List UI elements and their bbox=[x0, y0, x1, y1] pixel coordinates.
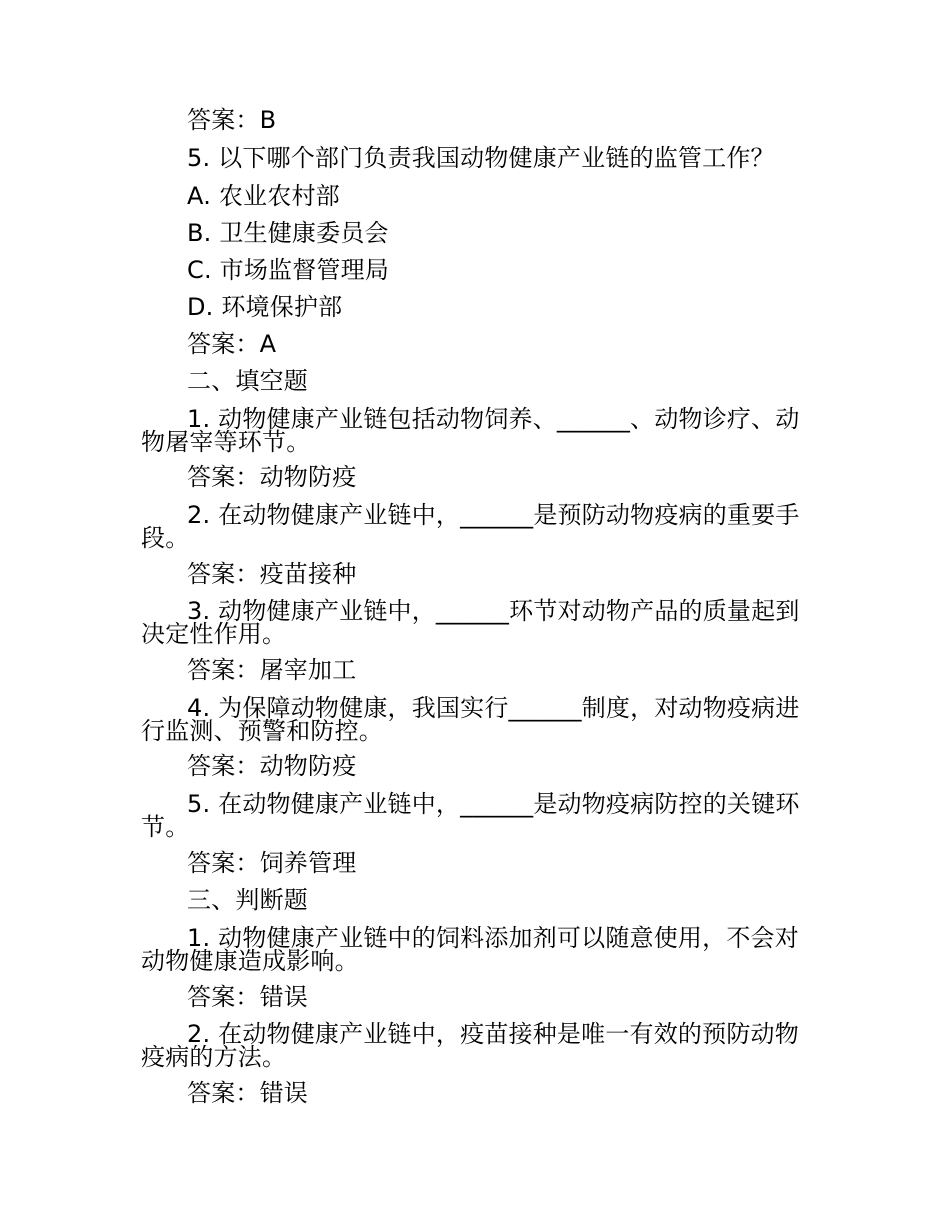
question-line: 1. 动物健康产业链中的饲料添加剂可以随意使用，不会对 bbox=[187, 924, 799, 952]
section-heading: 三、判断题 bbox=[187, 886, 308, 914]
question-line: 5. 以下哪个部门负责我国动物健康产业链的监管工作？ bbox=[187, 144, 775, 172]
question-line-continued: 疫病的方法。 bbox=[141, 1043, 287, 1071]
answer-line: 答案：饲养管理 bbox=[187, 849, 357, 877]
question-line: 2. 在动物健康产业链中，疫苗接种是唯一有效的预防动物 bbox=[187, 1020, 799, 1048]
question-line-continued: 节。 bbox=[141, 813, 190, 841]
question-line: 3. 动物健康产业链中，______环节对动物产品的质量起到 bbox=[187, 597, 800, 625]
answer-line: 答案：B bbox=[187, 106, 277, 134]
question-line: 1. 动物健康产业链包括动物饲养、______、动物诊疗、动 bbox=[187, 405, 800, 433]
section-heading: 二、填空题 bbox=[187, 367, 308, 395]
option-line: A. 农业农村部 bbox=[187, 182, 340, 210]
answer-line: 答案：错误 bbox=[187, 983, 308, 1011]
answer-line: 答案：屠宰加工 bbox=[187, 656, 357, 684]
option-line: C. 市场监督管理局 bbox=[187, 256, 390, 284]
question-line-continued: 段。 bbox=[141, 524, 190, 552]
question-line: 5. 在动物健康产业链中，______是动物疫病防控的关键环 bbox=[187, 790, 800, 818]
question-line-continued: 行监测、预警和防控。 bbox=[141, 717, 383, 745]
question-line-continued: 决定性作用。 bbox=[141, 620, 287, 648]
answer-line: 答案：动物防疫 bbox=[187, 463, 357, 491]
answer-line: 答案：动物防疫 bbox=[187, 752, 357, 780]
answer-line: 答案：错误 bbox=[187, 1079, 308, 1107]
answer-line: 答案：疫苗接种 bbox=[187, 560, 357, 588]
question-line: 2. 在动物健康产业链中，______是预防动物疫病的重要手 bbox=[187, 501, 800, 529]
question-line-continued: 动物健康造成影响。 bbox=[141, 947, 359, 975]
question-line-continued: 物屠宰等环节。 bbox=[141, 428, 311, 456]
option-line: D. 环境保护部 bbox=[187, 293, 343, 321]
question-line: 4. 为保障动物健康，我国实行______制度，对动物疫病进 bbox=[187, 694, 800, 722]
option-line: B. 卫生健康委员会 bbox=[187, 219, 389, 247]
answer-line: 答案：A bbox=[187, 330, 277, 358]
